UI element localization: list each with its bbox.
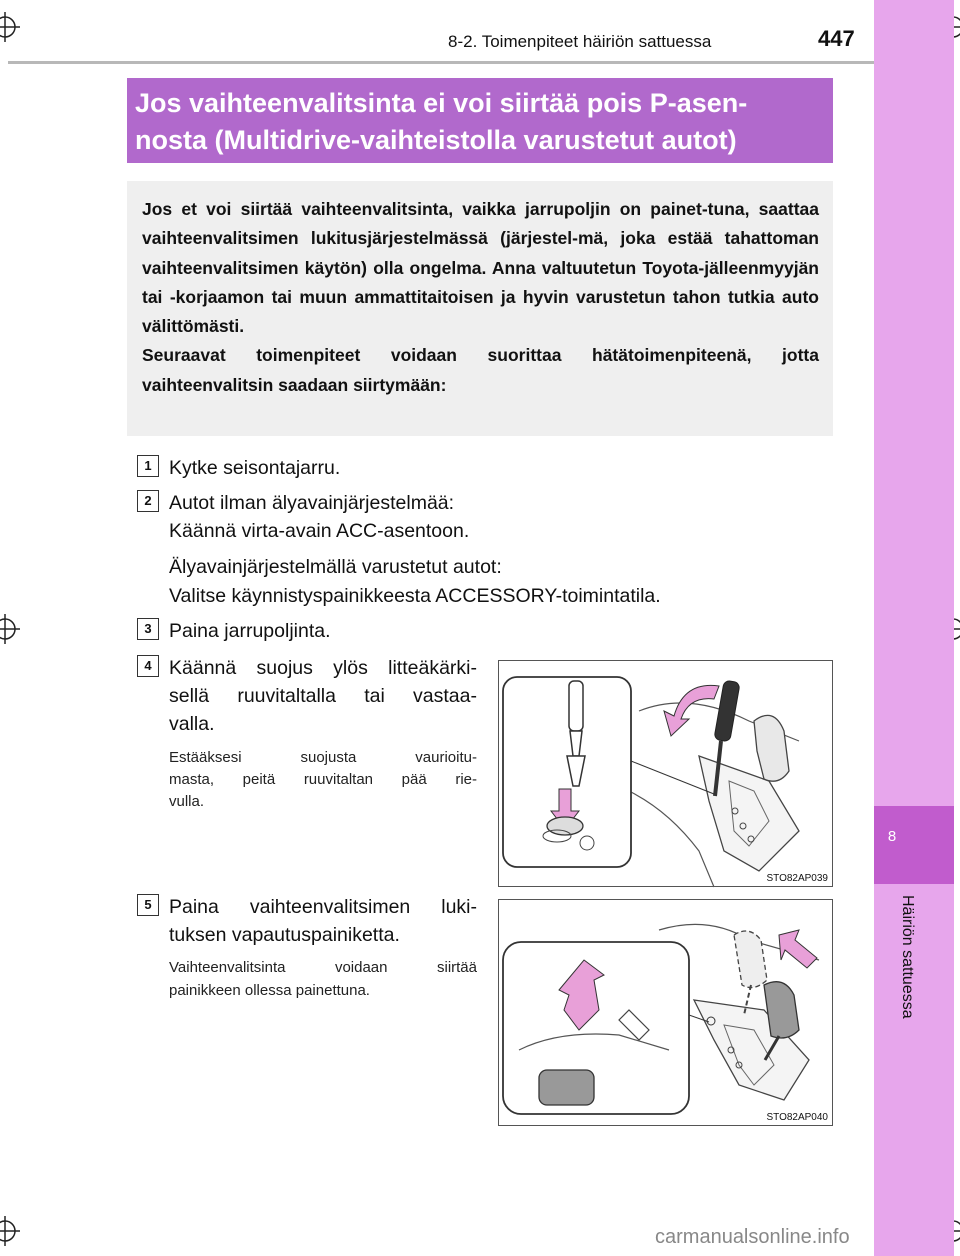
chapter-side-tab: [874, 0, 954, 1256]
step-note: masta, peitä ruuvitaltan pää rie-: [169, 771, 477, 788]
intro-box: [127, 181, 833, 436]
shift-lock-release-illustration: [499, 900, 834, 1127]
watermark: carmanualsonline.info: [655, 1226, 850, 1248]
page-title-line-1: Jos vaihteenvalitsinta ei voi siirtää pois P-asen-: [135, 88, 748, 118]
step-text: Paina vaihteenvalitsimen luki-: [169, 896, 477, 918]
step-number-badge: 1: [137, 455, 159, 477]
page-title-line-2: nosta (Multidrive-vaihteistolla varustetut autot): [135, 125, 737, 155]
step-text: Käännä suojus ylös litteäkärki-: [169, 657, 477, 679]
step-note: painikkeen ollessa painettuna.: [169, 982, 370, 999]
registration-mark-icon: [0, 12, 20, 42]
screwdriver-shift-cover-illustration: [499, 661, 834, 888]
figure-code: STO82AP040: [766, 1112, 828, 1123]
step-number-badge: 3: [137, 618, 159, 640]
step-number-badge: 5: [137, 894, 159, 916]
step-number-badge: 4: [137, 655, 159, 677]
section-heading: 8-2. Toimenpiteet häiriön sattuessa: [448, 32, 712, 51]
step-note: Vaihteenvalitsinta voidaan siirtää: [169, 959, 477, 976]
step-text: valla.: [169, 713, 215, 735]
figure-screwdriver-cover: [498, 660, 833, 887]
step-text: tuksen vapautuspainiketta.: [169, 924, 400, 946]
figure-shift-lock-release: [498, 899, 833, 1126]
step-note: vulla.: [169, 793, 205, 810]
figure-code: STO82AP039: [766, 873, 828, 884]
intro-paragraph: Jos et voi siirtää vaihteenvalitsinta, vaikka jarrupoljin on painet-tuna, saattaa vaihteenvalitsimen lukitusjärjestelmässä (järjestel-mä, joka estää tahattoman vaihteenvalitsimen käytön) olla ongelma. Anna valtuutetun Toyota-jälleenmyyjän tai -korjaamon tai muun ammattitaitoisen ja hyvin varustetun tahon tutkia auto välittömästi.: [142, 199, 819, 337]
registration-mark-icon: [0, 1216, 20, 1246]
step-number-badge: 2: [137, 490, 159, 512]
chapter-number-box: [874, 806, 954, 884]
chapter-title: Häiriön sattuessa: [899, 895, 916, 1019]
step-text: Autot ilman älyavainjärjestelmää:: [169, 492, 455, 514]
step-text: Valitse käynnistyspainikkeesta ACCESSORY-toimintatila.: [169, 585, 661, 607]
step-text: Kytke seisontajarru.: [169, 457, 341, 479]
step-text: sellä ruuvitaltalla tai vastaa-: [169, 685, 477, 707]
step-text: Paina jarrupoljinta.: [169, 620, 331, 642]
header-divider: [8, 61, 874, 64]
step-note: Estääksesi suojusta vaurioitu-: [169, 749, 477, 766]
chapter-number: 8: [887, 828, 897, 845]
page-title: [127, 78, 833, 163]
step-text: Käännä virta-avain ACC-asentoon.: [169, 520, 470, 542]
intro-paragraph: Seuraavat toimenpiteet voidaan suorittaa hätätoimenpiteenä, jotta vaihteenvalitsin saadaan siirtymään:: [142, 345, 819, 395]
step-text: Älyavainjärjestelmällä varustetut autot:: [169, 556, 502, 578]
registration-mark-icon: [0, 614, 20, 644]
page-number: 447: [818, 26, 855, 51]
